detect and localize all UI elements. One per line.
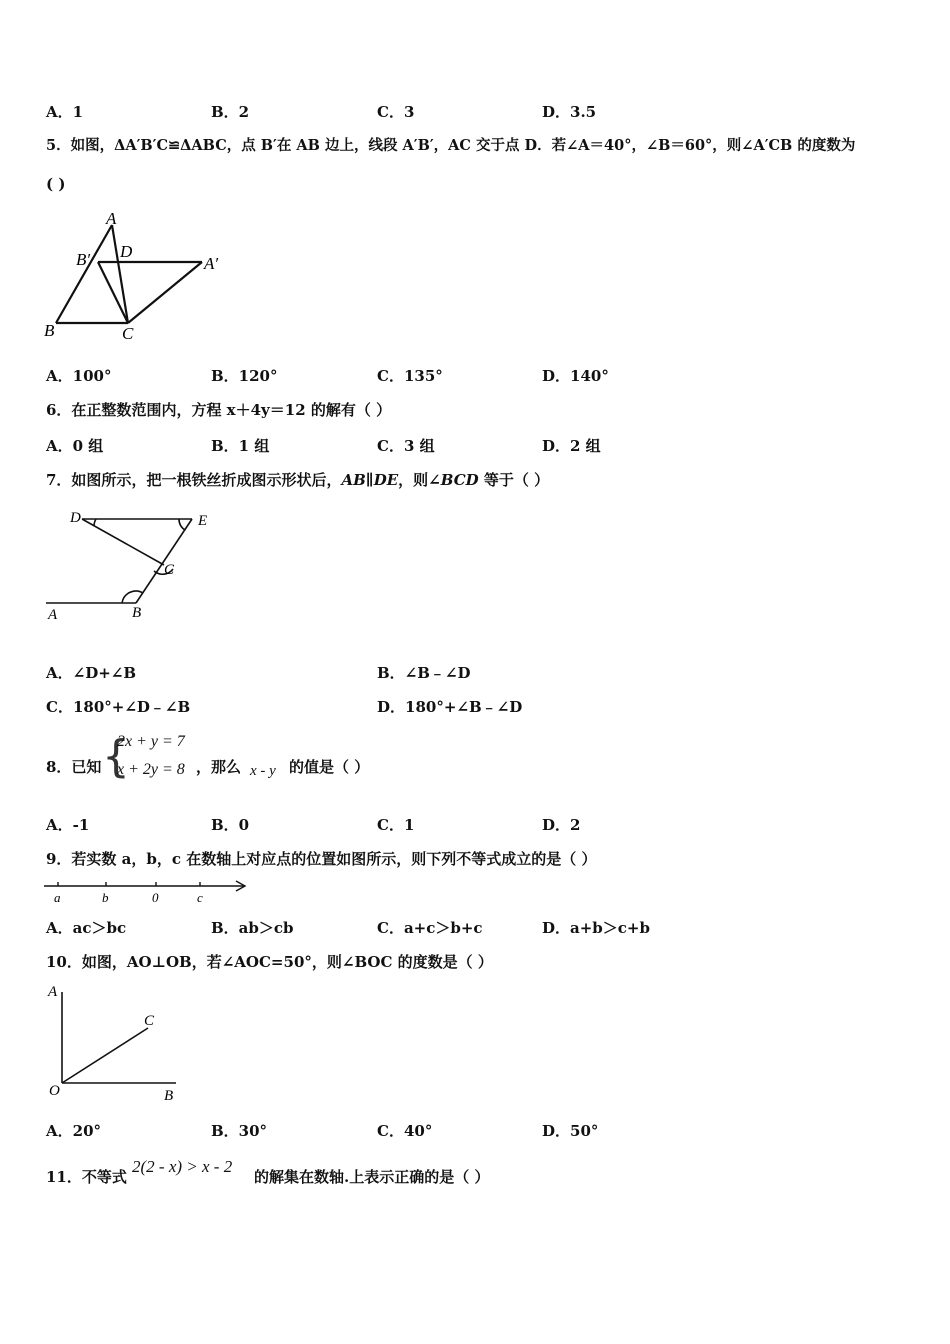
- q10-label-c: C: [144, 1013, 155, 1029]
- q5-option-c: C．135°: [377, 367, 443, 385]
- q5-option-b: B．120°: [211, 367, 278, 385]
- q8-equation-2: x + 2y = 8: [117, 761, 185, 778]
- q7-option-c: C．180°+∠D﹣∠B: [46, 698, 191, 716]
- q8-option-a: A．-1: [46, 816, 90, 834]
- q4-option-a: A．1: [46, 103, 84, 121]
- q10-option-a: A．20°: [46, 1122, 102, 1140]
- q9-stem: 9．若实数 a，b，c 在数轴上对应点的位置如图所示，则下列不等式成立的是（ ）: [46, 850, 597, 868]
- q5-label-a-prime: A′: [204, 254, 219, 273]
- q6-stem: 6．在正整数范围内，方程 x＋4y＝12 的解有（ ）: [46, 401, 392, 419]
- q9-label-b: b: [102, 890, 109, 905]
- q5-label-a: A: [106, 209, 117, 228]
- q5-label-b: B: [44, 321, 55, 340]
- q8-option-c: C．1: [377, 816, 415, 834]
- q9-label-c: c: [197, 890, 203, 905]
- q10-stem: 10．如图，AO⊥OB，若∠AOC=50°，则∠BOC 的度数是（ ）: [46, 953, 493, 971]
- q7-option-b: B．∠B﹣∠D: [377, 664, 471, 682]
- q9-option-a: A．ac＞bc: [46, 919, 127, 937]
- q7-option-d: D．180°+∠B﹣∠D: [377, 698, 523, 716]
- q5-stem-bracket: ( ): [46, 175, 66, 193]
- q7-label-a: A: [48, 607, 58, 623]
- q8-expression: x - y: [250, 763, 276, 779]
- q5-label-d: D: [120, 242, 133, 261]
- q10-label-a: A: [48, 984, 58, 1000]
- q8-prefix: 8．已知: [46, 758, 102, 776]
- q7-stem-pre: 7．如图所示，把一根铁丝折成图示形状后，: [46, 471, 342, 489]
- q10-label-b: B: [164, 1088, 174, 1104]
- q6-option-d: D．2 组: [542, 437, 601, 455]
- q10-label-o: O: [49, 1083, 60, 1099]
- q7-option-a: A．∠D+∠B: [46, 664, 137, 682]
- q8-mid: ，那么: [196, 758, 242, 776]
- q4-option-b: B．2: [211, 103, 250, 121]
- q5-triangle-figure: [40, 205, 240, 345]
- q7-stem-bcd: BCD: [440, 471, 479, 489]
- q5-stem: 5．如图，ΔA′B′C≌ΔABC，点 B′在 AB 边上，线段 A′B′，AC 交于点 D．若∠A＝40°，∠B＝60°，则∠A′CB 的度数为: [46, 137, 856, 154]
- q6-option-b: B．1 组: [211, 437, 270, 455]
- q7-label-e: E: [198, 513, 208, 529]
- q7-label-b: B: [132, 605, 142, 621]
- q8-option-b: B．0: [211, 816, 250, 834]
- q5-label-b-prime: B′: [76, 250, 91, 269]
- q7-stem-math: AB∥DE: [341, 471, 399, 489]
- q10-option-c: C．40°: [377, 1122, 433, 1140]
- q7-stem-end: 等于（ ）: [478, 471, 550, 489]
- q6-option-a: A．0 组: [46, 437, 104, 455]
- q9-label-a: a: [54, 890, 61, 905]
- q4-option-d: D．3.5: [542, 103, 597, 121]
- q11-suffix: 的解集在数轴.上表示正确的是（ ）: [254, 1168, 490, 1186]
- q7-stem: [46, 471, 549, 489]
- q4-option-c: C．3: [377, 103, 415, 121]
- q9-option-c: C．a+c＞b+c: [377, 919, 483, 937]
- q5-option-a: A．100°: [46, 367, 112, 385]
- q8-equation-1: 2x + y = 7: [117, 733, 185, 750]
- q8-option-d: D．2: [542, 816, 581, 834]
- q10-angle-figure: [40, 980, 190, 1105]
- q9-option-d: D．a+b＞c+b: [542, 919, 650, 937]
- q11-inequality: 2(2 - x) > x - 2: [132, 1157, 233, 1176]
- q9-number-line: [40, 874, 260, 908]
- q7-stem-post: ，则∠: [398, 471, 441, 489]
- q10-option-d: D．50°: [542, 1122, 599, 1140]
- q8-suffix: 的值是（ ）: [289, 758, 370, 776]
- q10-option-b: B．30°: [211, 1122, 268, 1140]
- q8-system-brace: {: [102, 731, 130, 782]
- q9-label-zero: 0: [152, 890, 159, 905]
- q5-label-c: C: [122, 324, 134, 343]
- q9-option-b: B．ab＞cb: [211, 919, 294, 937]
- q7-label-d: D: [70, 510, 81, 526]
- q7-label-c: C: [164, 562, 175, 578]
- q5-option-d: D．140°: [542, 367, 609, 385]
- q11-prefix: 11．不等式: [46, 1168, 127, 1186]
- q6-option-c: C．3 组: [377, 437, 435, 455]
- q7-bent-wire-figure: [40, 505, 230, 625]
